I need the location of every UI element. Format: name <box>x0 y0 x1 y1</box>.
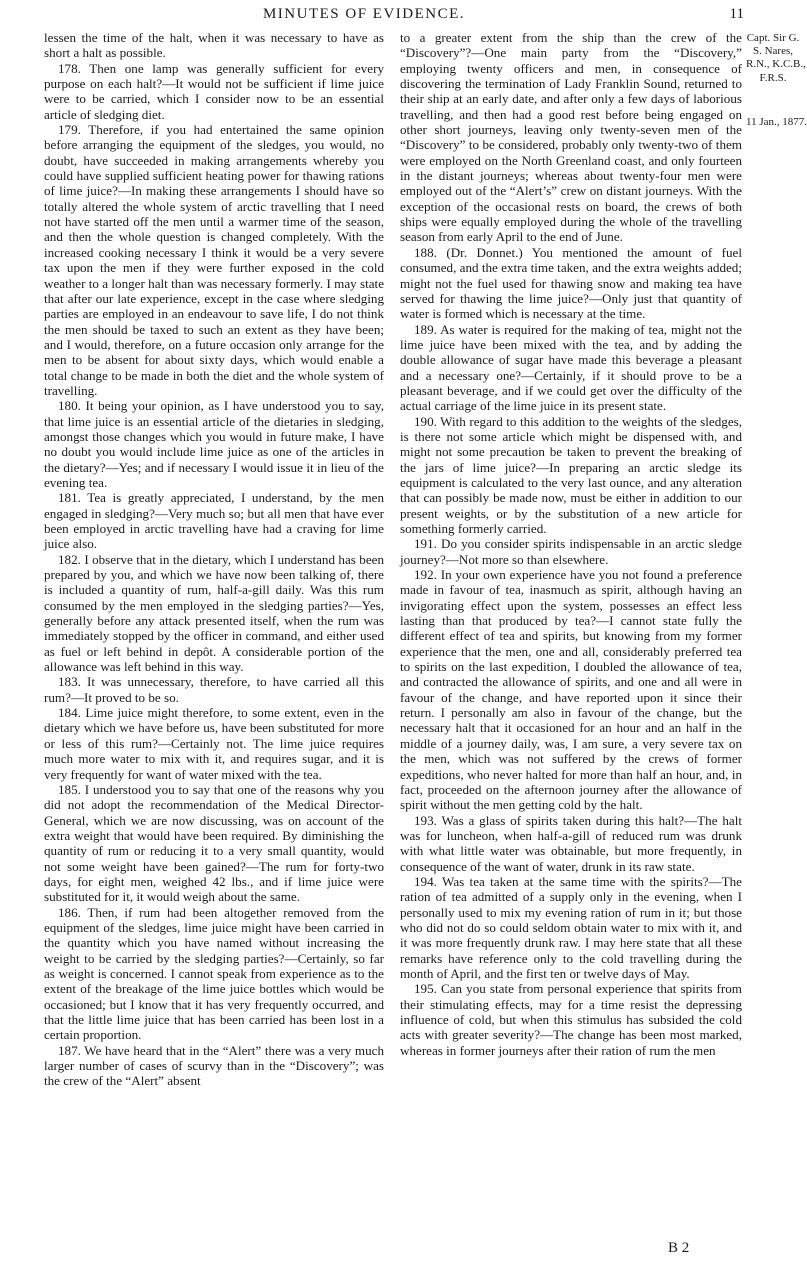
paragraph: 180. It being your opinion, as I have understood you to say, that lime juice is an essential article of the dietaries in sledging, amongst those changes which you would in future make, I have no doubt you would include lime juice as one of the articles in the dietary?—Yes; and if necessary I would issue it in lieu of the evening tea. <box>44 398 384 490</box>
signature-mark: B 2 <box>668 1240 690 1256</box>
page-number: 11 <box>729 6 744 22</box>
paragraph: 184. Lime juice might therefore, to some extent, even in the dietary which we have before us, have been substituted for more or less of this rum?—Certainly not. The lime juice requires much more water to mix with it, and requires sugar, and it is very frequently for want of water mixed with the tea. <box>44 705 384 782</box>
witness-margin-note <box>746 32 807 129</box>
witness-name: Capt. Sir G. <box>746 32 800 44</box>
paragraph: 185. I understood you to say that one of the reasons why you did not adopt the recommendation of the Medical Director-General, which we are now discussing, was on account of the extra weight that would have been required. By diminishing the quantity of rum or reducing it to a very small quantity, would not some weight have been gained?—The rum for forty-two days, for eight men, weighed 42 lbs., and if lime juice were substituted for it, it would weigh about the same. <box>44 781 384 905</box>
paragraph: 182. I observe that in the dietary, which I understand has been prepared by you, and which we have now been talking of, there is included a quantity of rum, half-a-gill daily. Was this rum consumed by the men employed in the sledging parties?—Yes, generally before any attack presented itself, when the rum was immediately stopped by the officer in command, and either used as fuel or left behind in depôt. A considerable portion of the allowance was left behind in this way. <box>44 551 384 675</box>
page-header <box>44 6 744 28</box>
paragraph: 187. We have heard that in the “Alert” there was a very much larger number of cases of scurvy than in the “Discovery”; was the crew of the “Alert” absent <box>44 1042 384 1089</box>
paragraph: to a greater extent from the ship than the crew of the “Discovery”?—One main party from the “Discovery,” employing twenty officers and men, in consequence of discovering the termination of Lady Franklin Sound, returned to their ship at an early date, and after only a few days of laborious travelling, and then had a good rest before being engaged on other short journeys, leaving only twenty-seven men of the “Discovery” to be considered, probably only twenty-two of them were employed on the North Greenland coast, and only fourteen in the distant journeys; whereas about twenty-four men were employed out of the “Alert’s” crew on distant journeys. With the exception of the occasional rests on board, the crews of both ships were equally employed during the whole of the travelling season from early April to the end of June. <box>400 30 742 245</box>
paragraph: 192. In your own experience have you not found a preference made in favour of tea, inasmuch as spirit, although having an invigorating effect upon the system, possesses an effect less lasting than that produced by tea?—I cannot state fully the different effect of tea and spirits, but knowing from my former experience that the men, one and all, considerably preferred tea to spirits on the last expedition, I doubled the allowance of tea, and contracted the allowance of spirits, and one and all were in favour of the change, and have reported upon it since their return. I personally am also in favour of the change, but the necessary halt that it occasioned for an hour and an half in the middle of a journey daily, was, I am sure, a very severe tax on the men, which was not suffered by the crews of former expeditions, who never halted for more than half an hour, and, in fact, proceeded on the afternoon journey after the allowance of spirit without the men getting cold by the halt. <box>400 567 742 813</box>
witness-rank: S. Nares, <box>752 45 794 58</box>
running-head: MINUTES OF EVIDENCE. <box>262 6 466 22</box>
witness-honours: R.N., K.C.B., <box>746 58 806 71</box>
paragraph: 190. With regard to this addition to the weights of the sledges, is there not some article which might be dispensed with, and might not some precaution be taken to prevent the breaking of the jars of lime juice?—In preparing an arctic sledge its equipment is calculated to the very last ounce, and any alteration that can possibly be made now, must be either in addition to our present weights, or by the substitution of a new article for something formerly carried. <box>400 413 742 536</box>
right-column <box>400 30 742 1058</box>
paragraph: 183. It was unnecessary, therefore, to have carried all this rum?—It proved to be so. <box>44 674 384 705</box>
paragraph: lessen the time of the halt, when it was necessary to have as short a halt as possible. <box>44 30 384 61</box>
paragraph: 191. Do you consider spirits indispensable in an arctic sledge journey?—Not more so than elsewhere. <box>400 536 742 567</box>
evidence-date: 11 Jan., 1877. <box>746 115 807 128</box>
left-column <box>44 30 384 1089</box>
paragraph: 194. Was tea taken at the same time with the spirits?—The ration of tea admitted of a supply only in the evening, when I personally used to mix my evening ration of rum in it; but those who did not do so could seldom obtain water to mix with it, and it was more frequently drunk raw. I may here state that all these remarks have reference only to the cold travelling during the month of April, and the first ten or twelve days of May. <box>400 873 742 981</box>
paragraph: 193. Was a glass of spirits taken during this halt?—The halt was for luncheon, when half-a-gill of reduced rum was drunk with what little water was obtainable, but more frequently, in consequence of the want of water, drunk in its raw state. <box>400 812 742 874</box>
paragraph: 188. (Dr. Donnet.) You mentioned the amount of fuel consumed, and the extra time taken, and the extra weights added; might not the fuel used for thawing snow and making tea have served for thawing the lime juice?—Only just that quantity of water is formed which is necessary at the time. <box>400 244 742 322</box>
paragraph: 186. Then, if rum had been altogether removed from the equipment of the sledges, lime juice might have been carried in the quantity which you have named without increasing the weight to be carried by the sledging parties?—Certainly, so far as weight is concerned. I cannot speak from experience as to the extent of the breakage of the lime juice bottles which would be occasioned; but I know that it has very frequently occurred, and that the little lime juice that has been carried has been lost in a certain proportion. <box>44 904 384 1043</box>
paragraph: 178. Then one lamp was generally sufficient for every purpose on each halt?—It would not be sufficient if lime juice were to be carried, which I consider now to be an essential article of sledging diet. <box>44 60 384 122</box>
paragraph: 181. Tea is greatly appreciated, I understand, by the men engaged in sledging?—Very much so; but all men that have ever been employed in arctic travelling have had a craving for lime juice also. <box>44 490 384 552</box>
paragraph: 179. Therefore, if you had entertained the same opinion before arranging the equipment of the sledges, you would, no doubt, have succeeded in making arrangements whereby you could have supplied sufficient heating power for thawing rations of lime juice?—In making these arrangements I should have so totally altered the whole system of arctic travelling that I need not have started off the men until a warmer time of the season, and then the whole question is changed completely. With the increased cooking necessary I think it would be a very severe tax upon the men if they were further exposed in the cold weather to a longer halt than was necessary formerly. I may state that after our late experience, except in the case where sledging parties are employed in an endeavour to save life, I do not think the men should be taxed to such an extent as they have been; and I would, therefore, on a future occasion only arrange for the men to be absent for about sixty days, which would enable a total change to be made in both the diet and the whole system of travelling. <box>44 122 384 398</box>
witness-fellowship: F.R.S. <box>759 71 787 84</box>
paragraph: 189. As water is required for the making of tea, might not the lime juice have been mixed with the tea, and by adding the double allowance of sugar have made this beverage a pleasant and a necessary one?—Certainly, if it should prove to be a pleasant beverage, and if we could get over the difficulty of the actual carriage of the lime juice in its present state. <box>400 321 742 414</box>
paragraph: 195. Can you state from personal experience that spirits from their stimulating effects, may for a time resist the depressing influence of cold, but when this stimulus has subsided the cold acts with greater severity?—The change has been most marked, whereas in former journeys after their ration of rum the men <box>400 981 742 1058</box>
